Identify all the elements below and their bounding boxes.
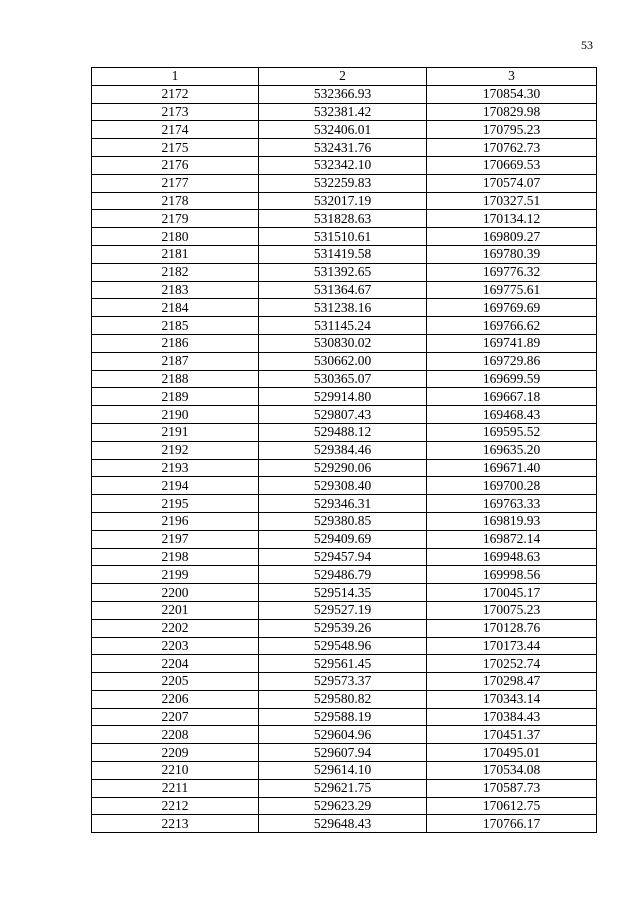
cell-y-coordinate: 169729.86 <box>427 352 597 370</box>
cell-y-coordinate: 170534.08 <box>427 762 597 780</box>
cell-point-number: 2177 <box>92 174 259 192</box>
coordinates-table <box>91 67 597 833</box>
table-row <box>92 103 597 121</box>
table-row <box>92 726 597 744</box>
cell-x-coordinate: 529539.26 <box>259 619 427 637</box>
cell-point-number: 2194 <box>92 477 259 495</box>
cell-x-coordinate: 529561.45 <box>259 655 427 673</box>
cell-point-number: 2175 <box>92 139 259 157</box>
cell-x-coordinate: 529604.96 <box>259 726 427 744</box>
cell-x-coordinate: 532017.19 <box>259 192 427 210</box>
cell-point-number: 2182 <box>92 263 259 281</box>
cell-y-coordinate: 170574.07 <box>427 174 597 192</box>
cell-x-coordinate: 531145.24 <box>259 317 427 335</box>
cell-point-number: 2200 <box>92 584 259 602</box>
cell-y-coordinate: 170045.17 <box>427 584 597 602</box>
cell-y-coordinate: 169766.62 <box>427 317 597 335</box>
cell-x-coordinate: 529457.94 <box>259 548 427 566</box>
cell-x-coordinate: 529914.80 <box>259 388 427 406</box>
cell-y-coordinate: 170128.76 <box>427 619 597 637</box>
table-row <box>92 690 597 708</box>
table-row <box>92 762 597 780</box>
cell-y-coordinate: 169468.43 <box>427 406 597 424</box>
cell-x-coordinate: 529580.82 <box>259 690 427 708</box>
cell-point-number: 2188 <box>92 370 259 388</box>
cell-y-coordinate: 170384.43 <box>427 708 597 726</box>
table-row <box>92 245 597 263</box>
table-row <box>92 370 597 388</box>
cell-point-number: 2187 <box>92 352 259 370</box>
cell-x-coordinate: 529588.19 <box>259 708 427 726</box>
table-row <box>92 174 597 192</box>
cell-y-coordinate: 169948.63 <box>427 548 597 566</box>
cell-x-coordinate: 529384.46 <box>259 441 427 459</box>
table-body <box>92 85 597 832</box>
column-header-point-number: 1 <box>92 68 259 86</box>
cell-y-coordinate: 170495.01 <box>427 744 597 762</box>
cell-y-coordinate: 170451.37 <box>427 726 597 744</box>
cell-y-coordinate: 169699.59 <box>427 370 597 388</box>
table-row <box>92 566 597 584</box>
cell-x-coordinate: 529346.31 <box>259 495 427 513</box>
cell-x-coordinate: 532366.93 <box>259 85 427 103</box>
cell-y-coordinate: 169776.32 <box>427 263 597 281</box>
cell-point-number: 2213 <box>92 815 259 833</box>
table-row <box>92 352 597 370</box>
cell-point-number: 2198 <box>92 548 259 566</box>
cell-point-number: 2174 <box>92 121 259 139</box>
table-row <box>92 423 597 441</box>
table-row <box>92 441 597 459</box>
cell-point-number: 2176 <box>92 156 259 174</box>
cell-x-coordinate: 532431.76 <box>259 139 427 157</box>
cell-y-coordinate: 170343.14 <box>427 690 597 708</box>
cell-y-coordinate: 170612.75 <box>427 797 597 815</box>
cell-point-number: 2207 <box>92 708 259 726</box>
cell-y-coordinate: 170854.30 <box>427 85 597 103</box>
cell-y-coordinate: 170762.73 <box>427 139 597 157</box>
table-row <box>92 85 597 103</box>
table-row <box>92 281 597 299</box>
cell-point-number: 2179 <box>92 210 259 228</box>
table-row <box>92 708 597 726</box>
cell-x-coordinate: 529573.37 <box>259 673 427 691</box>
cell-y-coordinate: 170134.12 <box>427 210 597 228</box>
cell-y-coordinate: 169595.52 <box>427 423 597 441</box>
table-row <box>92 263 597 281</box>
cell-x-coordinate: 529648.43 <box>259 815 427 833</box>
cell-x-coordinate: 529514.35 <box>259 584 427 602</box>
table-row <box>92 548 597 566</box>
table-header-row <box>92 68 597 86</box>
cell-y-coordinate: 169809.27 <box>427 228 597 246</box>
cell-y-coordinate: 169671.40 <box>427 459 597 477</box>
cell-y-coordinate: 170766.17 <box>427 815 597 833</box>
cell-y-coordinate: 169819.93 <box>427 512 597 530</box>
table-row <box>92 299 597 317</box>
cell-y-coordinate: 170252.74 <box>427 655 597 673</box>
cell-point-number: 2178 <box>92 192 259 210</box>
cell-x-coordinate: 529621.75 <box>259 779 427 797</box>
cell-x-coordinate: 531419.58 <box>259 245 427 263</box>
cell-x-coordinate: 529614.10 <box>259 762 427 780</box>
cell-x-coordinate: 530830.02 <box>259 334 427 352</box>
cell-x-coordinate: 532381.42 <box>259 103 427 121</box>
cell-x-coordinate: 529486.79 <box>259 566 427 584</box>
column-header-y-coordinate: 3 <box>427 68 597 86</box>
table-row <box>92 797 597 815</box>
cell-point-number: 2210 <box>92 762 259 780</box>
cell-x-coordinate: 531364.67 <box>259 281 427 299</box>
cell-point-number: 2190 <box>92 406 259 424</box>
cell-point-number: 2173 <box>92 103 259 121</box>
cell-x-coordinate: 529548.96 <box>259 637 427 655</box>
cell-point-number: 2189 <box>92 388 259 406</box>
cell-x-coordinate: 531828.63 <box>259 210 427 228</box>
column-header-x-coordinate: 2 <box>259 68 427 86</box>
cell-point-number: 2206 <box>92 690 259 708</box>
table-row <box>92 530 597 548</box>
cell-x-coordinate: 529380.85 <box>259 512 427 530</box>
table-row <box>92 156 597 174</box>
cell-x-coordinate: 531238.16 <box>259 299 427 317</box>
cell-y-coordinate: 169872.14 <box>427 530 597 548</box>
cell-point-number: 2211 <box>92 779 259 797</box>
table-row <box>92 512 597 530</box>
cell-point-number: 2184 <box>92 299 259 317</box>
cell-y-coordinate: 169769.69 <box>427 299 597 317</box>
cell-y-coordinate: 169775.61 <box>427 281 597 299</box>
cell-x-coordinate: 529488.12 <box>259 423 427 441</box>
table-row <box>92 228 597 246</box>
table-row <box>92 655 597 673</box>
table-row <box>92 406 597 424</box>
cell-point-number: 2193 <box>92 459 259 477</box>
cell-y-coordinate: 169780.39 <box>427 245 597 263</box>
cell-point-number: 2197 <box>92 530 259 548</box>
cell-point-number: 2183 <box>92 281 259 299</box>
cell-x-coordinate: 531510.61 <box>259 228 427 246</box>
cell-y-coordinate: 169763.33 <box>427 495 597 513</box>
table-row <box>92 637 597 655</box>
table-row <box>92 495 597 513</box>
cell-x-coordinate: 530662.00 <box>259 352 427 370</box>
cell-point-number: 2199 <box>92 566 259 584</box>
cell-y-coordinate: 170298.47 <box>427 673 597 691</box>
table-row <box>92 388 597 406</box>
cell-point-number: 2181 <box>92 245 259 263</box>
cell-y-coordinate: 170795.23 <box>427 121 597 139</box>
cell-point-number: 2209 <box>92 744 259 762</box>
table-row <box>92 619 597 637</box>
cell-y-coordinate: 169741.89 <box>427 334 597 352</box>
cell-y-coordinate: 170075.23 <box>427 601 597 619</box>
cell-x-coordinate: 529807.43 <box>259 406 427 424</box>
cell-point-number: 2205 <box>92 673 259 691</box>
table-row <box>92 459 597 477</box>
cell-point-number: 2203 <box>92 637 259 655</box>
cell-x-coordinate: 529409.69 <box>259 530 427 548</box>
cell-point-number: 2192 <box>92 441 259 459</box>
table-row <box>92 584 597 602</box>
table-row <box>92 779 597 797</box>
table-row <box>92 673 597 691</box>
table-row <box>92 601 597 619</box>
table-row <box>92 139 597 157</box>
cell-point-number: 2196 <box>92 512 259 530</box>
cell-point-number: 2204 <box>92 655 259 673</box>
cell-y-coordinate: 169998.56 <box>427 566 597 584</box>
table-row <box>92 744 597 762</box>
cell-y-coordinate: 170173.44 <box>427 637 597 655</box>
cell-y-coordinate: 169667.18 <box>427 388 597 406</box>
cell-point-number: 2201 <box>92 601 259 619</box>
cell-y-coordinate: 170829.98 <box>427 103 597 121</box>
cell-x-coordinate: 529623.29 <box>259 797 427 815</box>
page-number: 53 <box>581 38 593 52</box>
table-row <box>92 210 597 228</box>
table-row <box>92 815 597 833</box>
cell-point-number: 2212 <box>92 797 259 815</box>
cell-x-coordinate: 532406.01 <box>259 121 427 139</box>
table-row <box>92 477 597 495</box>
table-row <box>92 317 597 335</box>
cell-point-number: 2180 <box>92 228 259 246</box>
cell-x-coordinate: 531392.65 <box>259 263 427 281</box>
cell-point-number: 2191 <box>92 423 259 441</box>
cell-y-coordinate: 170587.73 <box>427 779 597 797</box>
cell-point-number: 2185 <box>92 317 259 335</box>
cell-point-number: 2172 <box>92 85 259 103</box>
cell-point-number: 2195 <box>92 495 259 513</box>
cell-x-coordinate: 532342.10 <box>259 156 427 174</box>
cell-x-coordinate: 532259.83 <box>259 174 427 192</box>
cell-x-coordinate: 529607.94 <box>259 744 427 762</box>
table-row <box>92 334 597 352</box>
cell-y-coordinate: 170669.53 <box>427 156 597 174</box>
cell-x-coordinate: 529308.40 <box>259 477 427 495</box>
cell-y-coordinate: 169635.20 <box>427 441 597 459</box>
cell-y-coordinate: 170327.51 <box>427 192 597 210</box>
table-row <box>92 192 597 210</box>
cell-x-coordinate: 529290.06 <box>259 459 427 477</box>
cell-point-number: 2208 <box>92 726 259 744</box>
table-row <box>92 121 597 139</box>
cell-y-coordinate: 169700.28 <box>427 477 597 495</box>
cell-x-coordinate: 529527.19 <box>259 601 427 619</box>
cell-x-coordinate: 530365.07 <box>259 370 427 388</box>
cell-point-number: 2186 <box>92 334 259 352</box>
cell-point-number: 2202 <box>92 619 259 637</box>
